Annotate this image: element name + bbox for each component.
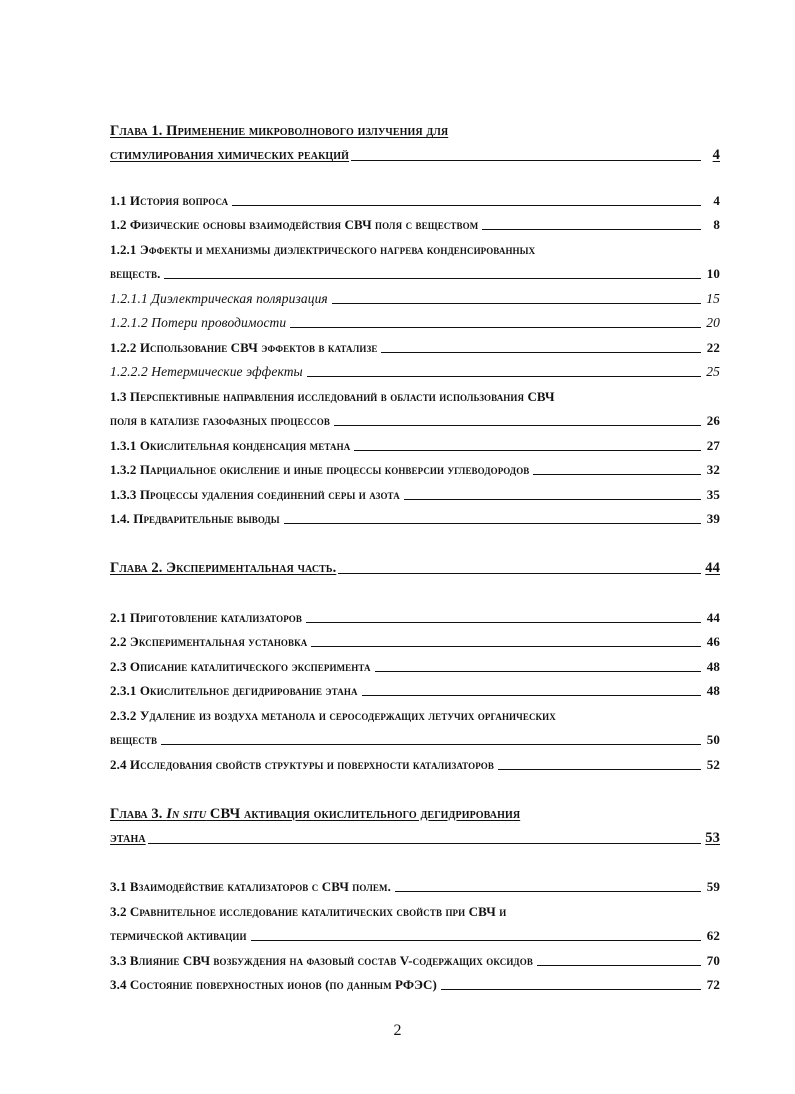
page-ref: 10	[706, 266, 720, 281]
toc-entry-3-2[interactable]: 3.2 Сравнительное исследование каталитических свойств при СВЧ и	[110, 903, 507, 919]
page-ref: 44	[705, 560, 720, 576]
page-ref: 46	[706, 634, 720, 649]
dot-leader	[338, 573, 701, 574]
page-ref: 4	[713, 192, 720, 208]
chapter-1-heading-cont[interactable]: стимулирования химических реакций 4	[110, 147, 720, 163]
toc-entry-2-3[interactable]: 2.3 Описание каталитического эксперимента 48	[110, 658, 720, 674]
dot-leader	[441, 989, 701, 990]
dot-leader	[375, 671, 701, 672]
dot-leader	[232, 205, 701, 206]
page-number: 2	[393, 1022, 402, 1039]
page-ref: 26	[706, 413, 720, 428]
toc-entry-1-3[interactable]: 1.3 Перспективные направления исследований в области использования СВЧ	[110, 388, 555, 404]
toc-entry-3-4[interactable]: 3.4 Состояние поверхностных ионов (по данным РФЭС) 72	[110, 977, 720, 992]
page-ref: 48	[706, 683, 720, 698]
toc-entry-1-2-1-2[interactable]: 1.2.1.2 Потери проводимости 20	[110, 315, 720, 330]
page-ref: 8	[713, 217, 720, 232]
dot-leader	[334, 425, 701, 426]
toc-entry-1-2-2[interactable]: 1.2.2 Использование СВЧ эффектов в катализе 22	[110, 339, 720, 355]
page-ref: 48	[706, 658, 720, 674]
page-ref: 39	[706, 511, 720, 526]
toc-entry-3-2-cont[interactable]: термической активации 62	[110, 928, 720, 943]
chapter-3-prefix: Глава 3.	[110, 805, 163, 822]
page-ref: 52	[706, 756, 720, 772]
page-ref: 53	[705, 829, 720, 846]
chapter-3-heading-cont[interactable]: этана 53	[110, 829, 720, 846]
page-ref: 15	[706, 290, 720, 306]
dot-leader	[354, 450, 701, 451]
toc-entry-1-2-1[interactable]: 1.2.1 Эффекты и механизмы диэлектрического нагрева конденсированных	[110, 241, 536, 257]
dot-leader	[395, 891, 701, 892]
page-ref: 4	[712, 147, 720, 163]
toc-entry-2-3-1[interactable]: 2.3.1 Окислительное дегидрирование этана 48	[110, 683, 720, 698]
page-ref: 25	[706, 364, 720, 379]
toc-entry-1-2-2-2[interactable]: 1.2.2.2 Нетермические эффекты 25	[110, 364, 720, 379]
page-ref: 27	[706, 437, 720, 453]
page-ref: 50	[706, 732, 720, 747]
dot-leader	[533, 474, 701, 475]
in-situ-term: In situ	[166, 805, 207, 822]
toc-entry-1-3-1[interactable]: 1.3.1 Окислительная конденсация метана 27	[110, 437, 720, 453]
dot-leader	[381, 352, 701, 353]
page-ref: 72	[706, 977, 720, 992]
dot-leader	[404, 499, 701, 500]
dot-leader	[351, 160, 701, 161]
dot-leader	[362, 695, 701, 696]
dot-leader	[537, 965, 701, 966]
dot-leader	[332, 303, 701, 304]
dot-leader	[482, 229, 701, 230]
dot-leader	[148, 843, 701, 844]
dot-leader	[307, 376, 701, 377]
toc-entry-1-4[interactable]: 1.4. Предварительные выводы 39	[110, 511, 720, 526]
table-of-contents	[110, 116, 720, 993]
toc-entry-2-3-2-cont[interactable]: веществ 50	[110, 732, 720, 747]
toc-entry-1-2-1-cont[interactable]: веществ. 10	[110, 266, 720, 281]
toc-entry-3-1[interactable]: 3.1 Взаимодействие катализаторов с СВЧ полем. 59	[110, 879, 720, 894]
dot-leader	[161, 744, 701, 745]
dot-leader	[251, 940, 701, 941]
dot-leader	[284, 523, 701, 524]
toc-entry-1-3-3[interactable]: 1.3.3 Процессы удаления соединений серы и азота 35	[110, 486, 720, 502]
page-ref: 62	[706, 928, 720, 943]
toc-entry-1-1[interactable]: 1.1 История вопроса 4	[110, 192, 720, 208]
page-ref: 44	[706, 609, 720, 625]
toc-entry-1-3-cont[interactable]: поля в катализе газофазных процессов 26	[110, 413, 720, 428]
dot-leader	[164, 278, 701, 279]
page-ref: 32	[706, 462, 720, 477]
dot-leader	[311, 646, 701, 647]
toc-entry-2-3-2[interactable]: 2.3.2 Удаление из воздуха метанола и серосодержащих летучих органических	[110, 707, 556, 723]
page-ref: 35	[706, 486, 720, 502]
toc-entry-1-2[interactable]: 1.2 Физические основы взаимодействия СВЧ поля с веществом 8	[110, 217, 720, 232]
chapter-1-heading[interactable]: Глава 1. Применение микроволнового излучения для	[110, 123, 449, 139]
toc-entry-2-1[interactable]: 2.1 Приготовление катализаторов 44	[110, 609, 720, 625]
chapter-2-heading[interactable]: Глава 2. Экспериментальная часть. 44	[110, 560, 720, 576]
toc-entry-2-2[interactable]: 2.2 Экспериментальная установка 46	[110, 634, 720, 649]
chapter-3-heading[interactable]	[110, 806, 720, 823]
chapter-3-title: СВЧ активация окислительного дегидрирования	[209, 805, 521, 822]
page-ref: 20	[706, 315, 720, 330]
toc-entry-2-4[interactable]: 2.4 Исследования свойств структуры и поверхности катализаторов 52	[110, 756, 720, 772]
dot-leader	[306, 622, 701, 623]
page-ref: 70	[706, 952, 720, 968]
toc-entry-1-3-2[interactable]: 1.3.2 Парциальное окисление и иные процессы конверсии углеводородов 32	[110, 462, 720, 477]
dot-leader	[498, 769, 701, 770]
page-ref: 59	[706, 879, 720, 894]
toc-entry-3-3[interactable]: 3.3 Влияние СВЧ возбуждения на фазовый состав V-содержащих оксидов 70	[110, 952, 720, 968]
page-ref: 22	[706, 339, 720, 355]
toc-entry-1-2-1-1[interactable]: 1.2.1.1 Диэлектрическая поляризация 15	[110, 290, 720, 306]
dot-leader	[290, 327, 701, 328]
